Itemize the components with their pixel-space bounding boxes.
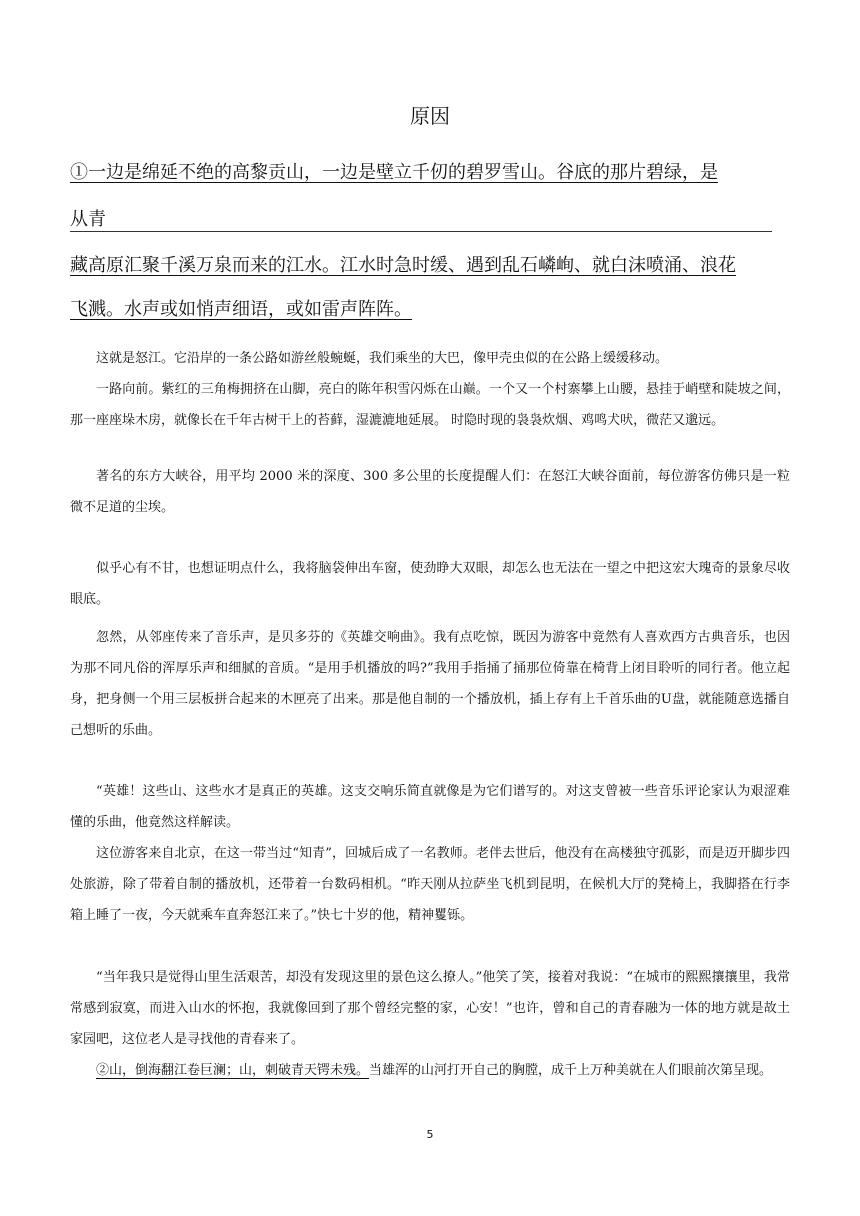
paragraph: 这位游客来自北京，在这一带当过“知青”，回城后成了一名教师。老伴去世后，他没有在高楼独守孤影，而是迈开脚步四处旅游，除了带着自制的播放机，还带着一台数码相机。“昨天刚从拉萨坐飞机到昆明，在候机大厅的凳椅上，我脚搭在行李箱上睡了一夜，今天就乘车直奔怒江来了。”快七十岁的他，精神矍铄。 <box>70 846 790 923</box>
underlined-sentence: ②山，倒海翻江卷巨澜；山，刺破青天锷未残。 <box>96 1063 370 1078</box>
paragraph: 一路向前。紫红的三角梅拥挤在山脚，亮白的陈年积雪闪烁在山巅。一个又一个村寨攀上山腰，悬挂于峭壁和陡坡之间，那一座座垛木房，就像长在千年古树干上的苔藓，湿漉漉地延展。 时隐时现的袅袅炊烟、鸡鸣犬吠，微茫又邈远。 <box>70 382 790 428</box>
intro-line-1: ①一边是绵延不绝的高黎贡山，一边是壁立千仞的碧罗雪山。谷底的那片碧绿，是 <box>70 162 718 183</box>
paragraph-last <box>70 1055 790 1086</box>
paragraph: 著名的东方大峡谷，用平均 2000 米的深度、300 多公里的长度提醒人们：在怒江大峡谷面前，每位游客仿佛只是一粒微不足道的尘埃。 <box>70 469 790 515</box>
paragraph: 忽然，从邻座传来了音乐声，是贝多芬的《英雄交响曲》。我有点吃惊，既因为游客中竟然有人喜欢西方古典音乐，也因为那不同凡俗的浑厚乐声和细腻的音质。“是用手机播放的吗?”我用手指捅了捅那位倚靠在椅背上闭目聆听的同行者。他立起身，把身侧一个用三层板拼合起来的木匣亮了出来。那是他自制的一个播放机，插上存有上千首乐曲的U盘，就能随意选播自己想听的乐曲。 <box>70 630 790 738</box>
paragraph: 似乎心有不甘，也想证明点什么，我将脑袋伸出车窗，使劲睁大双眼，却怎么也无法在一望之中把这宏大瑰奇的景象尽收眼底。 <box>70 561 790 607</box>
intro-line-4: 飞溅。水声或如悄声细语，或如雷声阵阵。 <box>70 299 412 320</box>
page-title: 原因 <box>410 104 450 128</box>
answer-rule <box>70 231 772 232</box>
paragraph: 这就是怒江。它沿岸的一条公路如游丝般蜿蜒，我们乘坐的大巴，像甲壳虫似的在公路上缓缓移动。 <box>96 351 669 366</box>
paragraph: “当年我只是觉得山里生活艰苦，却没有发现这里的景色这么撩人。”他笑了笑，接着对我说：“在城市的熙熙攘攘里，我常常感到寂寞，而进入山水的怀抱，我就像回到了那个曾经完整的家，心安！”也许，曾和自己的青春融为一体的地方就是故土家园吧，这位老人是寻找他的青春来了。 <box>70 970 790 1047</box>
intro-line-3: 藏高原汇聚千溪万泉而来的江水。江水时急时缓、遇到乱石嶙峋、就白沫喷涌、浪花 <box>70 255 736 276</box>
intro-line-2: 从青 <box>70 209 106 230</box>
paragraph-last-text: 当雄浑的山河打开自己的胸膛，成千上万种美就在人们眼前次第呈现。 <box>369 1063 773 1078</box>
paragraph: “英雄！这些山、这些水才是真正的英雄。这支交响乐简直就像是为它们谱写的。对这支曾被一些音乐评论家认为艰涩难懂的乐曲，他竟然这样解读。 <box>70 784 790 830</box>
page-number: 5 <box>426 1128 434 1141</box>
